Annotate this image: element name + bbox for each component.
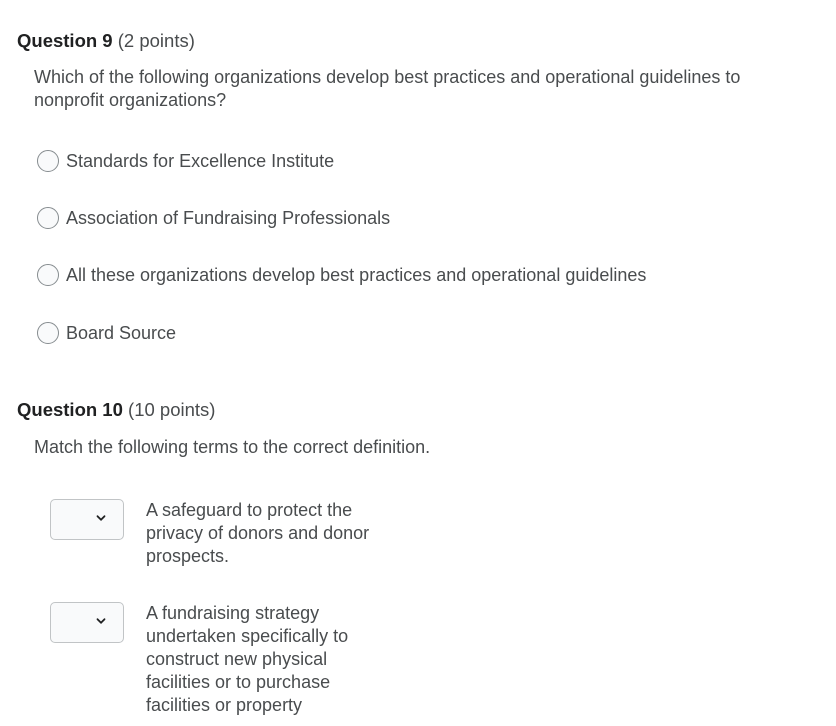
radio-button[interactable]: [37, 322, 59, 344]
radio-option-board-source[interactable]: [37, 320, 176, 346]
question-prompt: Match the following terms to the correct definition.: [34, 437, 431, 457]
question-9-header: [17, 30, 195, 52]
option-label: All these organizations develop best practices and operational guidelines: [66, 264, 647, 285]
radio-button[interactable]: [37, 150, 59, 172]
option-label: Association of Fundraising Professionals: [66, 207, 391, 228]
question-title: Question 10: [17, 399, 123, 420]
chevron-down-icon: [95, 615, 107, 627]
match-select-dropdown[interactable]: [50, 602, 124, 643]
radio-button[interactable]: [37, 207, 59, 229]
match-definition: A safeguard to protect the privacy of donors and donor prospects.: [146, 500, 370, 566]
option-label: Standards for Excellence Institute: [66, 150, 335, 171]
radio-option-standards-for-excellence[interactable]: [37, 148, 334, 174]
question-prompt: Which of the following organizations develop best practices and operational guidelines to nonprofit organizations?: [34, 67, 741, 110]
question-10-header: [17, 399, 215, 421]
question-points: (2 points): [117, 30, 195, 51]
chevron-down-icon: [95, 512, 107, 524]
match-definition: A fundraising strategy undertaken specifically to construct new physical facilities or to purchase facilities or property: [146, 603, 349, 715]
radio-option-all-these-organizations[interactable]: [37, 262, 646, 288]
question-points: (10 points): [128, 399, 216, 420]
match-select-dropdown[interactable]: [50, 499, 124, 540]
question-title: Question 9: [17, 30, 113, 51]
radio-button[interactable]: [37, 264, 59, 286]
radio-option-association-of-fundraising[interactable]: [37, 205, 390, 231]
option-label: Board Source: [66, 322, 177, 343]
